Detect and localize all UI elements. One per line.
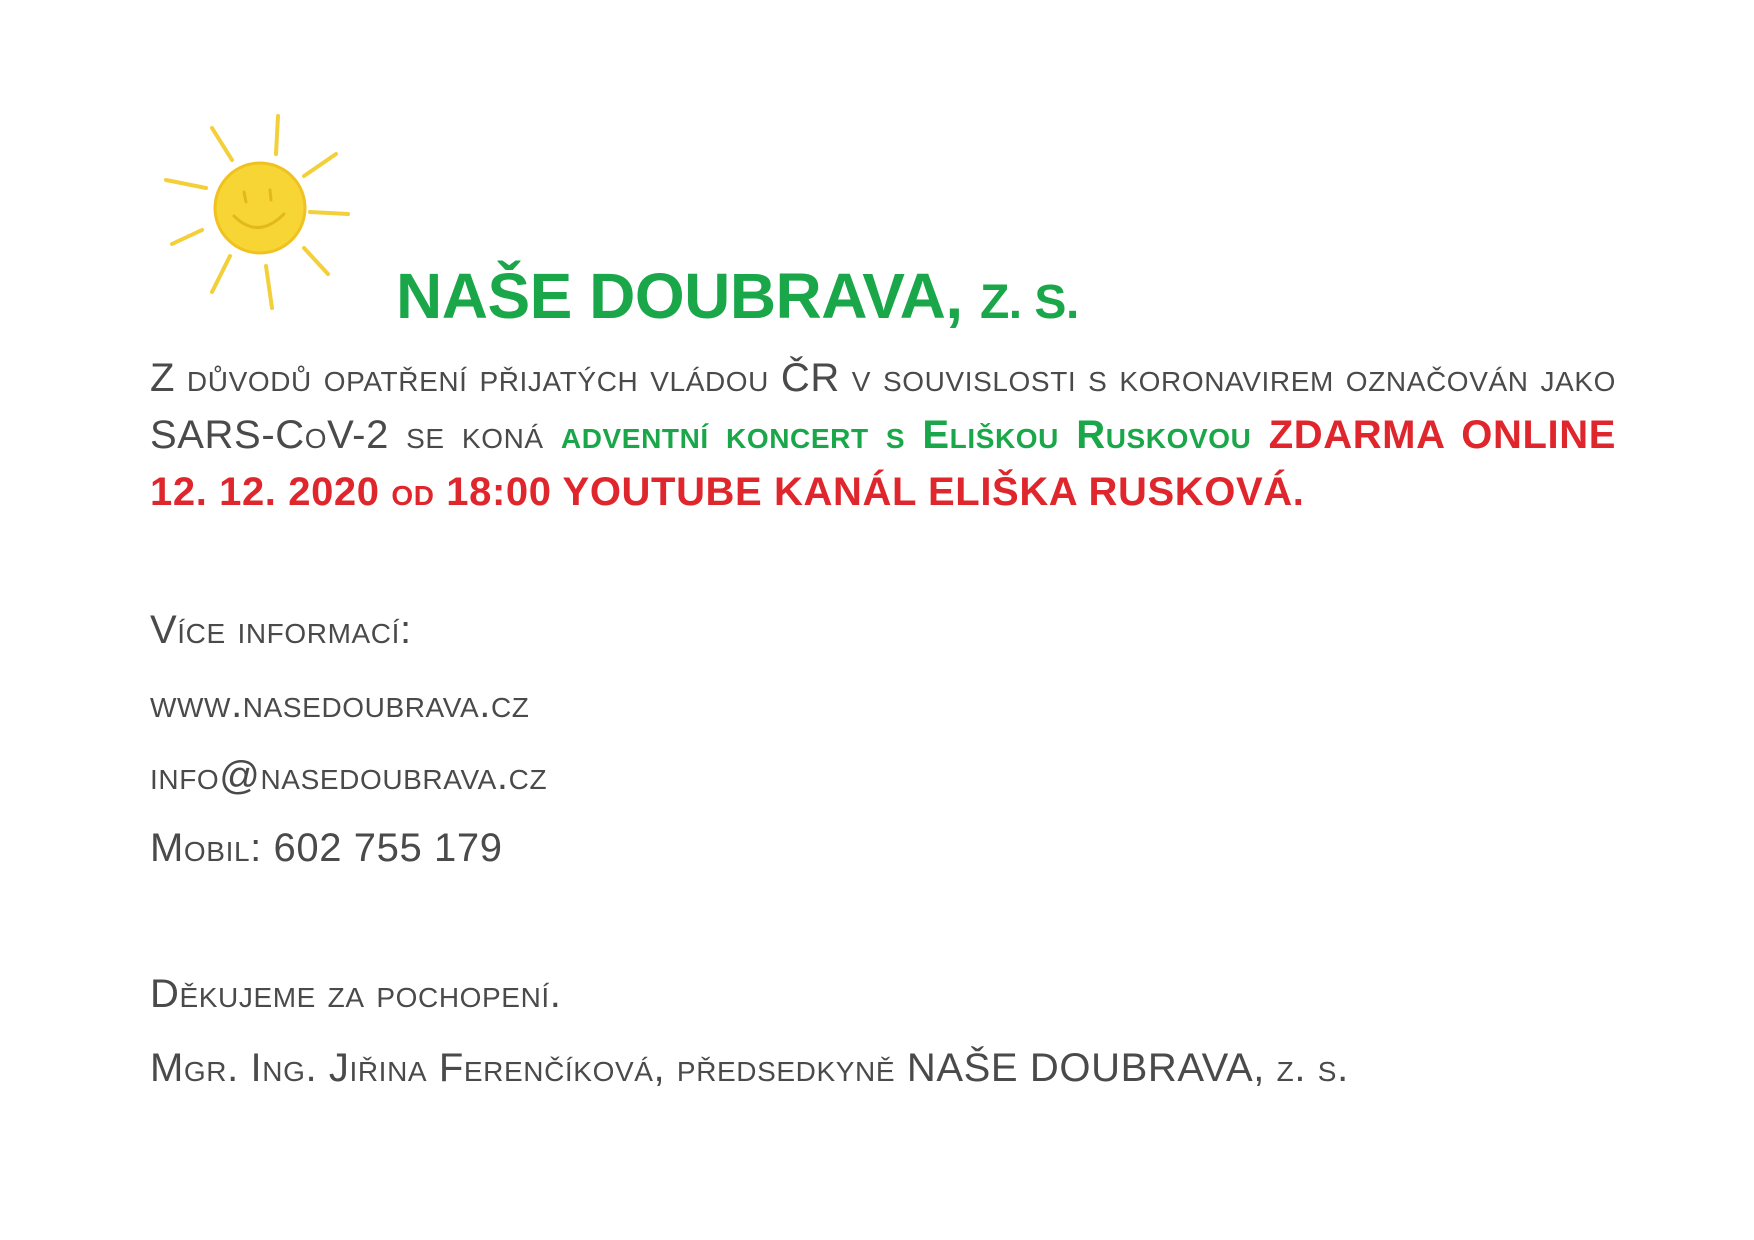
announcement-content xyxy=(150,350,1617,1090)
thanks-text: Děkujeme za pochopení. xyxy=(150,972,562,1016)
mobile-number: Mobil: 602 755 179 xyxy=(150,826,503,870)
page-title xyxy=(396,258,1079,341)
signature: Mgr. Ing. Jiřina Ferenčíková, předsedkyně NAŠE DOUBRAVA, z. s. xyxy=(150,1046,1349,1090)
smiling-sun-icon xyxy=(160,108,380,318)
more-info-label: Více informací: xyxy=(150,608,412,652)
title-main: NAŠE DOUBRAVA, xyxy=(396,260,963,332)
event-name: adventní koncert s Eliškou Ruskovou xyxy=(560,413,1252,457)
event-details-part1: ZDARMA ONLINE 12. 12. 2020 xyxy=(150,413,1617,514)
email-link[interactable]: info@nasedoubrava.cz xyxy=(150,754,548,798)
announcement-paragraph xyxy=(150,350,1616,521)
event-details-part2: 18:00 YOUTUBE KANÁL ELIŠKA RUSKOVÁ. xyxy=(446,470,1305,514)
announcement-intro: Z důvodů opatření přijatých vládou ČR v souvislosti s koronavirem označován jako SARS-CoV-2 se koná xyxy=(150,356,1616,457)
website-link[interactable]: www.nasedoubrava.cz xyxy=(150,682,530,726)
title-suffix: Z. S. xyxy=(979,276,1079,329)
event-details-od: od xyxy=(391,470,435,514)
